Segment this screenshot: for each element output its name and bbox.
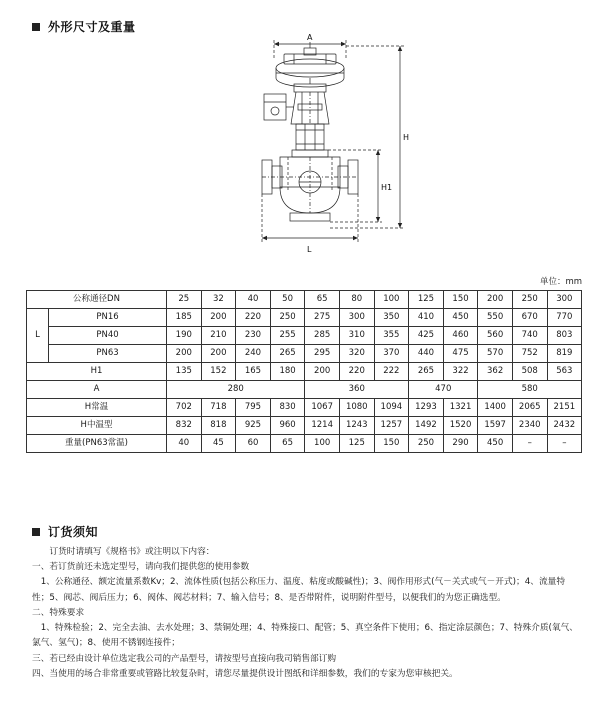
- cell-pn40-7: 425: [409, 327, 444, 345]
- cell-h-mid-11: 2432: [547, 417, 582, 435]
- cell-dn-8: 150: [443, 291, 478, 309]
- cell-weight-7: 250: [409, 435, 444, 453]
- cell-pn40-0: 190: [167, 327, 202, 345]
- cell-pn16-0: 185: [167, 309, 202, 327]
- cell-a-label: A: [27, 381, 167, 399]
- cell-h-mid-0: 832: [167, 417, 202, 435]
- table-row-h-mid: [27, 417, 582, 435]
- ordering-notes: [32, 545, 580, 682]
- cell-pn40-9: 560: [478, 327, 513, 345]
- cell-dn-10: 250: [512, 291, 547, 309]
- table-row-a: [27, 381, 582, 399]
- ordering-item-5: 四、当使用的场合非常重要或管路比较复杂时，请您尽量提供设计图纸和详细参数，我们的专家为您审核把关。: [32, 668, 458, 679]
- cell-pn63-2: 240: [236, 345, 271, 363]
- cell-dn-label: 公称通径DN: [27, 291, 167, 309]
- cell-pn63-0: 200: [167, 345, 202, 363]
- cell-h1-9: 362: [478, 363, 513, 381]
- cell-pn63-11: 819: [547, 345, 582, 363]
- cell-h-normal-10: 2065: [512, 399, 547, 417]
- cell-h1-3: 180: [270, 363, 305, 381]
- cell-h-mid-1: 818: [201, 417, 236, 435]
- table-row-h-normal: [27, 399, 582, 417]
- cell-h1-8: 322: [443, 363, 478, 381]
- cell-group-l-label: L: [27, 309, 49, 363]
- ordering-intro: 订货时请填写《规格书》或注明以下内容：: [49, 547, 215, 557]
- cell-dn-2: 40: [236, 291, 271, 309]
- cell-pn16-8: 450: [443, 309, 478, 327]
- cell-h-mid-10: 2340: [512, 417, 547, 435]
- dimensions-table-wrapper: [26, 290, 582, 453]
- dimensions-heading-text: 外形尺寸及重量: [48, 20, 136, 34]
- cell-a-group-0: 280: [167, 381, 305, 399]
- bullet-square-icon: [32, 23, 40, 31]
- cell-a-group-1: 360: [305, 381, 409, 399]
- ordering-item-3: 1、特殊检验；2、完全去油、去水处理；3、禁铜处理；4、特殊接口、配管；5、真空条件下使用；6、指定涂层颜色；7、特殊介质(氧气、氯气、氢气)；8、使用不锈钢连接件；: [32, 623, 578, 649]
- cell-weight-2: 60: [236, 435, 271, 453]
- cell-pn40-11: 803: [547, 327, 582, 345]
- ordering-item-0: 一、若订货前还未选定型号，请向我们提供您的使用参数: [32, 562, 250, 573]
- cell-pn63-9: 570: [478, 345, 513, 363]
- cell-pn16-1: 200: [201, 309, 236, 327]
- cell-weight-5: 125: [339, 435, 374, 453]
- cell-h-normal-9: 1400: [478, 399, 513, 417]
- table-row-pn40: [27, 327, 582, 345]
- cell-pn16-11: 770: [547, 309, 582, 327]
- cell-pn40-8: 460: [443, 327, 478, 345]
- cell-h-normal-label: H常温: [27, 399, 167, 417]
- drawing-label-h: H: [403, 133, 410, 142]
- ordering-item-1: 1、公称通径、额定流量系数Kv；2、流体性质(包括公称压力、温度、粘度或酸碱性)；3、阀作用形式(气－关式或气－开式)；4、流量特性；5、阀芯、阀后压力；6、阀体、阀芯材料；7、输入信号；8、是否带附件，说明附件型号，以便我们的为您正确选型。: [32, 577, 566, 603]
- cell-weight-1: 45: [201, 435, 236, 453]
- cell-h1-6: 222: [374, 363, 409, 381]
- cell-weight-3: 65: [270, 435, 305, 453]
- cell-weight-label: 重量(PN63常温): [27, 435, 167, 453]
- cell-h-mid-9: 1597: [478, 417, 513, 435]
- cell-weight-4: 100: [305, 435, 340, 453]
- cell-dn-1: 32: [201, 291, 236, 309]
- cell-pn40-3: 255: [270, 327, 305, 345]
- drawing-label-l: L: [307, 245, 312, 254]
- cell-pn40-2: 230: [236, 327, 271, 345]
- cell-h1-1: 152: [201, 363, 236, 381]
- cell-dn-6: 100: [374, 291, 409, 309]
- ordering-section-heading: [32, 523, 98, 540]
- table-row-pn16: [27, 309, 582, 327]
- cell-pn63-4: 295: [305, 345, 340, 363]
- cell-dn-9: 200: [478, 291, 513, 309]
- cell-h-normal-7: 1293: [409, 399, 444, 417]
- cell-pn16-2: 220: [236, 309, 271, 327]
- cell-pn40-4: 285: [305, 327, 340, 345]
- ordering-heading-text: 订货须知: [48, 525, 99, 539]
- cell-pn40-10: 740: [512, 327, 547, 345]
- cell-h-mid-2: 925: [236, 417, 271, 435]
- cell-h-normal-4: 1067: [305, 399, 340, 417]
- cell-h1-2: 165: [236, 363, 271, 381]
- drawing-label-a: A: [307, 33, 313, 42]
- cell-dn-11: 300: [547, 291, 582, 309]
- cell-h1-10: 508: [512, 363, 547, 381]
- cell-weight-0: 40: [167, 435, 202, 453]
- cell-pn16-3: 250: [270, 309, 305, 327]
- unit-note: 单位：mm: [539, 277, 582, 287]
- cell-h-normal-6: 1094: [374, 399, 409, 417]
- cell-h-mid-4: 1214: [305, 417, 340, 435]
- cell-h1-7: 265: [409, 363, 444, 381]
- cell-dn-4: 65: [305, 291, 340, 309]
- bullet-square-icon: [32, 528, 40, 536]
- dimensions-table: [26, 290, 582, 453]
- cell-h-normal-3: 830: [270, 399, 305, 417]
- cell-h-normal-1: 718: [201, 399, 236, 417]
- cell-pn63-1: 200: [201, 345, 236, 363]
- cell-dn-5: 80: [339, 291, 374, 309]
- cell-pn63-3: 265: [270, 345, 305, 363]
- cell-h-mid-8: 1520: [443, 417, 478, 435]
- cell-h-mid-6: 1257: [374, 417, 409, 435]
- cell-h-normal-2: 795: [236, 399, 271, 417]
- cell-h1-11: 563: [547, 363, 582, 381]
- cell-dn-0: 25: [167, 291, 202, 309]
- cell-pn16-9: 550: [478, 309, 513, 327]
- ordering-item-2: 二、特殊要求: [32, 607, 85, 618]
- cell-dn-3: 50: [270, 291, 305, 309]
- cell-pn16-10: 670: [512, 309, 547, 327]
- cell-pn16-5: 300: [339, 309, 374, 327]
- cell-weight-10: –: [512, 435, 547, 453]
- cell-h-normal-5: 1080: [339, 399, 374, 417]
- cell-h1-0: 135: [167, 363, 202, 381]
- dimensions-section-heading: [32, 18, 136, 35]
- cell-weight-11: –: [547, 435, 582, 453]
- cell-pn40-1: 210: [201, 327, 236, 345]
- cell-pn63-6: 370: [374, 345, 409, 363]
- cell-h-mid-3: 960: [270, 417, 305, 435]
- cell-h1-label: H1: [27, 363, 167, 381]
- cell-pn63-8: 475: [443, 345, 478, 363]
- cell-pn16-label: PN16: [49, 309, 167, 327]
- cell-dn-7: 125: [409, 291, 444, 309]
- cell-h-mid-5: 1243: [339, 417, 374, 435]
- cell-pn16-4: 275: [305, 309, 340, 327]
- cell-h-mid-label: H中温型: [27, 417, 167, 435]
- table-row-dn: [27, 291, 582, 309]
- cell-pn40-5: 310: [339, 327, 374, 345]
- table-row-h1: [27, 363, 582, 381]
- valve-assembly-drawing: [250, 32, 420, 272]
- cell-h1-4: 200: [305, 363, 340, 381]
- cell-weight-6: 150: [374, 435, 409, 453]
- cell-pn40-label: PN40: [49, 327, 167, 345]
- cell-pn63-5: 320: [339, 345, 374, 363]
- cell-pn63-10: 752: [512, 345, 547, 363]
- cell-weight-9: 450: [478, 435, 513, 453]
- cell-a-group-3: 580: [478, 381, 582, 399]
- cell-h-normal-0: 702: [167, 399, 202, 417]
- drawing-label-h1: H1: [381, 183, 393, 192]
- cell-a-group-2: 470: [409, 381, 478, 399]
- cell-weight-8: 290: [443, 435, 478, 453]
- table-row-weight: [27, 435, 582, 453]
- cell-pn16-6: 350: [374, 309, 409, 327]
- cell-h1-5: 220: [339, 363, 374, 381]
- table-row-pn63: [27, 345, 582, 363]
- cell-pn63-label: PN63: [49, 345, 167, 363]
- cell-pn63-7: 440: [409, 345, 444, 363]
- ordering-item-4: 三、若已经由设计单位选定我公司的产品型号，请按型号直接向我司销售部订购: [32, 653, 337, 664]
- cell-h-normal-8: 1321: [443, 399, 478, 417]
- cell-h-normal-11: 2151: [547, 399, 582, 417]
- cell-h-mid-7: 1492: [409, 417, 444, 435]
- cell-pn16-7: 410: [409, 309, 444, 327]
- cell-pn40-6: 355: [374, 327, 409, 345]
